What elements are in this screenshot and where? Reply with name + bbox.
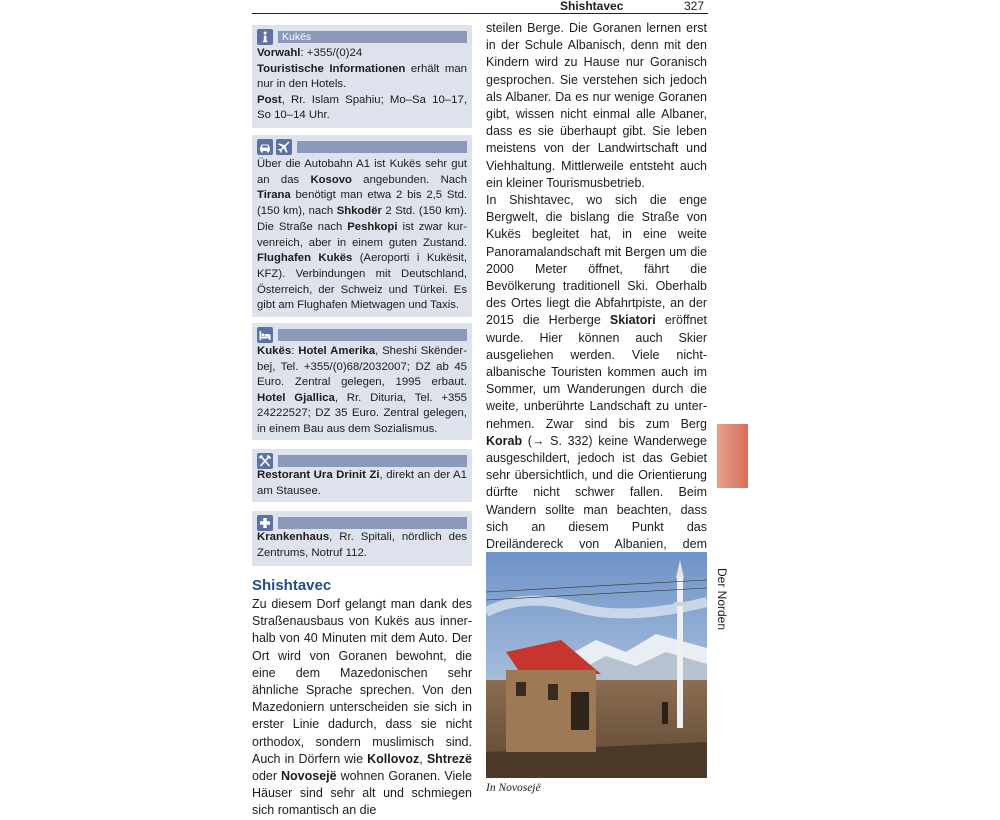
infobox-bar <box>278 455 467 467</box>
running-head: Shishtavec <box>560 0 624 13</box>
fork-knife-icon <box>257 453 273 469</box>
infobox-hotel-text: Kukës: Hotel Amerika, Sheshi Skënderbej, Tel. +355/(0)68/2032007; DZ ab 45 Euro. Zentral gelegen, 1995 erbaut. Hotel Gjallica, Rr. Dituria, Tel. +355 24222527; DZ 35 Euro. Zentral gelegen, in einem Bau aus dem Sozialismus. <box>257 345 467 435</box>
chapter-label: Der Norden <box>715 568 729 631</box>
infobox-kukes <box>252 25 472 128</box>
section-body: Zu diesem Dorf gelangt man dank des Straßenausbaus von Kukës aus innerhalb von 40 Minuten mit dem Auto. Der Ort wird von Goranen bewohnt, die eine dem Mazedonischen sehr ähnliche Sprache sprechen. Von den Mazedoniern unterscheiden sie sich in erster Linie dadurch, dass sie nicht orthodox, sondern muslimisch sind. Auch in Dörfern wie Kollovoz, Shtrezë oder Novosejë wohnen Goranen. Viele Häuser sind sehr alt und schmiegen sich romantisch an die <box>252 597 472 818</box>
infobox-hospital-text: Krankenhaus, Rr. Spitali, nördlich des Zentrums, Notruf 112. <box>257 531 467 559</box>
right-column-body <box>486 20 707 588</box>
car-icon <box>257 139 273 155</box>
infobox-restaurant <box>252 449 472 502</box>
page-number: 327 <box>684 0 705 13</box>
info-icon <box>257 29 273 45</box>
infobox-bar <box>297 141 467 153</box>
infobox-transport-text: Über die Autobahn A1 ist Kukës sehr gut an das Kosovo angebunden. Nach Tirana benötigt man etwa 2 bis 2,5 Std. (150 km), nach Shkodër 2 Std. (150 km). Die Straße nach Peshkopi ist zwar kurvenreich, aber in einem guten Zustand. Flughafen Kukës (Aeroporti i Kukësit, KFZ). Verbindungen mit Deutschland, Österreich, der Schweiz und Türkei. Es gibt am Flughafen Mietwagen und Taxis. <box>257 158 468 312</box>
infobox-restaurant-text: Restorant Ura Drinit Zi, direkt an der A1 am Stausee. <box>257 469 467 497</box>
header-rule <box>252 13 708 14</box>
village-photo <box>486 552 707 778</box>
paragraph: In Shishtavec, wo sich die enge Bergwelt, die bislang die Straße von Kukës begleitet hat, in eine weite Panoramalandschaft mit Bergen um die 2000 Meter öffnet, fährt die Bevölkerung traditionell Ski. Oberhalb des Ortes liegt die Abfahrtpiste, an der 2015 die Herberge Skiatori eröffnet wurde. Hier können auch Skier ausgeliehen werden. Viele nichtalbanische Touristen kommen auch im Sommer, um Wanderungen durch die weite, unberührte Landschaft zu unternehmen. Zwar sind bis zum Berg Korab (→ S. 332) keine Wanderwege ausgeschildert, jedoch ist das Gebiet sehr übersichtlich, und die Orientierung dürfte nicht schwer fallen. Beim Wandern sollte man beachten, dass sich an diesem Punkt das Dreiländereck von Albanien, dem <box>486 193 707 552</box>
chapter-tab <box>717 424 748 488</box>
infobox-bar <box>278 329 467 341</box>
bed-icon <box>257 327 273 343</box>
infobox-bar <box>278 517 467 529</box>
photo-caption: In Novosejë <box>486 782 541 794</box>
infobox-hospital <box>252 511 472 566</box>
plane-icon <box>276 139 292 155</box>
paragraph: steilen Berge. Die Goranen lernen erst in der Schule Albanisch, denn mit den Kindern wird zu Hause nur Goranisch gesprochen. Sie verstehen sich jedoch als Albaner. Da es nur wenige Goranen gibt, wissen nicht einmal alle Albaner, dass es sie überhaupt gibt. Sie leben meistens von der Landwirtschaft und Viehhaltung. Mittlerweile entsteht auch ein kleiner Tourismusbetrieb. <box>486 21 707 190</box>
kukes-line: Vorwahl: +355/(0)24 <box>257 47 363 59</box>
section-title: Shishtavec <box>252 577 332 594</box>
infobox-kukes-text <box>257 46 467 124</box>
kukes-line: Touristische Informationen erhält man nur in den Hotels. <box>257 62 467 91</box>
medical-cross-icon <box>257 515 273 531</box>
kukes-line: Post, Rr. Islam Spahiu; Mo–Sa 10–17, So 10–14 Uhr. <box>257 93 467 122</box>
infobox-title: Kukës <box>278 31 467 43</box>
infobox-hotel <box>252 323 472 440</box>
infobox-transport <box>252 135 472 317</box>
